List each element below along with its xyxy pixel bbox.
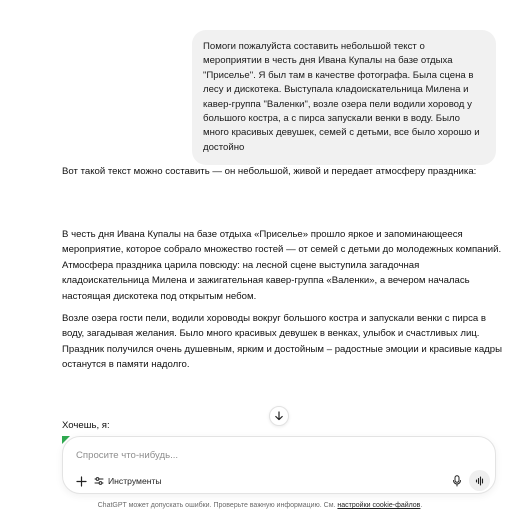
arrow-down-icon [274, 411, 284, 421]
sliders-icon [94, 476, 104, 486]
footer-disclaimer-text: ChatGPT может допускать ошибки. Проверьте важную информацию. См. [97, 502, 336, 509]
plus-icon [76, 476, 87, 487]
footer-period: . [420, 502, 423, 509]
tools-button-label: Инструменты [108, 476, 162, 486]
scroll-to-bottom-button[interactable] [269, 406, 289, 426]
voice-mode-button[interactable] [469, 470, 490, 491]
voice-waveform-icon [475, 476, 485, 486]
message-composer [62, 436, 496, 494]
prompt-input[interactable] [76, 447, 456, 463]
assistant-paragraph-2: Возле озера гости пели, водили хороводы вокруг большого костра и запускали венки с пирса в воду, загадывая желания. Было много красивых девушек в венках, улыбок и счастливых лиц. Праздник получился очень душевным, ярким и достойным – радостные эмоции и красивые кадры останутся в памяти надолго. [62, 313, 503, 371]
assistant-intro-text: Вот такой текст можно составить — он небольшой, живой и передает атмосферу праздника: [62, 166, 477, 177]
add-attachment-button[interactable] [73, 473, 89, 489]
tools-button[interactable] [94, 473, 162, 489]
assistant-paragraph-1: В честь дня Ивана Купалы на базе отдыха «Приселье» прошло яркое и запоминающееся мероприятие, которое собрало множество гостей — от семей с детьми до молодежных компаний. Атмосфера праздника царила повсюду: на лесной сцене выступила загадочная кладоискательница Милена и зажигательная кавер-группа «Валенки», а вечером началась настоящая дискотека под открытым небом. [62, 229, 502, 302]
dictate-button[interactable] [449, 473, 465, 489]
footer-disclaimer [0, 502, 520, 509]
assistant-followup-text: Хочешь, я: [62, 420, 110, 431]
user-message-bubble: Помоги пожалуйста составить небольшой текст о мероприятии в честь дня Ивана Купалы на базе отдыха "Приселье". Я был там в качестве фотографа. Была сцена в лесу и дискотека. Выступала кладоискательница Милена и кавер-группа "Валенки", возле озера пели водили хоровод у большого костра, а с пирса запускали венки в воду. Было много красивых девушек, семей с детьми, все было хорошо и достойно [192, 30, 496, 165]
microphone-icon [452, 475, 462, 487]
composer-corner-marker [62, 436, 70, 444]
cookie-settings-link[interactable]: настройки cookie-файлов [337, 502, 421, 509]
